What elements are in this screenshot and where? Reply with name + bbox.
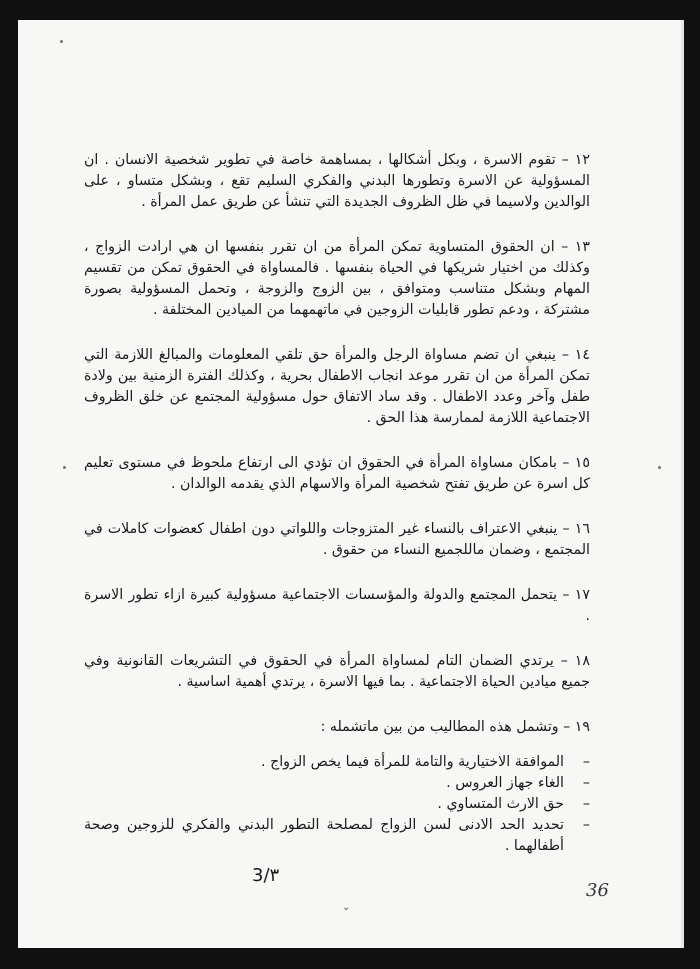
list-item [84,752,590,773]
paragraph-14: ١٤ – ينبغي ان تضم مساواة الرجل والمرأة حق تلقي المعلومات والمبالغ اللازمة التي تمكن المرأة من ان تقرر موعد انجاب الاطفال بحرية ، وكذلك الفترة الزمنية بين ولادة طفل وآخر وعدد الاطفال . وقد ساد الاتفاق حول مسؤولية المجتمع عن خلق الظروف الاجتماعية اللازمة لممارسة هذا الحق . [84,347,590,426]
paragraph-16: ١٦ – ينبغي الاعتراف بالنساء غير المتزوجات واللواتي دون اطفال كعضوات كاملات في المجتمع ، وضمان ماللجميع النساء من حقوق . [84,521,590,558]
list-item [84,815,590,857]
list-item-text: الغاء جهاز العروس . [446,775,564,791]
list-item-text: تحديد الحد الادنى لسن الزواج لمصلحة التطور البدني والفكري للزوجين وصحة أطفالهما . [84,817,564,854]
list-item [84,794,590,815]
list-dash: – [582,817,590,833]
list-dash: – [582,754,590,770]
list-item [84,773,590,794]
document-body [84,150,590,857]
paragraph-19: ١٩ – وتشمل هذه المطاليب من بين ماتشمله : [320,719,590,735]
speck [63,466,66,469]
paragraph-18: ١٨ – يرتدي الضمان التام لمساواة المرأة في الحقوق في التشريعات القانونية وفي جميع ميادين الحياة الاجتماعية . بما فيها الاسرة ، يرتدي أهمية اساسية . [84,653,590,690]
demands-list [84,752,590,857]
list-item-text: الموافقة الاختيارية والتامة للمرأة فيما يخص الزواج . [261,754,564,770]
chevron-down-icon: ⌄ [342,902,351,913]
paragraph-15: ١٥ – بامكان مساواة المرأة في الحقوق ان تؤدي الى ارتفاع ملحوظ في مستوى تعليم كل اسرة عن طريق تفتح شخصية المرأة والاسهام الذي يقدمه الوالدان . [84,455,590,492]
list-dash: – [582,796,590,812]
speck [60,40,63,43]
paragraph-13: ١٣ – ان الحقوق المتساوية تمكن المرأة من ان تقرر بنفسها ان هي ارادت الزواج ، وكذلك من اختيار شريكها في الحياة بنفسها . فالمساواة في الحقوق تمكن من تقسيم المهام وبشكل متناسب ومتوافق ، بين الزوج والزوجة ، وتحمل المسؤولية بصورة مشتركة ، ودعم تطور قابليات الزوجين في ماتهمهما من الميادين المختلفة . [84,239,590,318]
list-dash: – [582,775,590,791]
handwritten-page-mark: 36 [586,880,609,901]
page-number: ٣/3 [252,865,280,886]
list-item-text: حق الارث المتساوي . [437,796,564,812]
speck [658,466,661,469]
paragraph-17: ١٧ – يتحمل المجتمع والدولة والمؤسسات الاجتماعية مسؤولية كبيرة ازاء تطور الاسرة . [84,587,590,624]
paragraph-12: ١٢ – تقوم الاسرة ، وبكل أشكالها ، بمساهمة خاصة في تطوير شخصية الانسان . ان المسؤولية عن الاسرة وتطورها البدني والفكري السليم تقع ، وبشكل متساو ، على الوالدين ولاسيما في ظل الظروف الجديدة التي تنشأ عن طريق عمل المرأة . [84,152,590,210]
